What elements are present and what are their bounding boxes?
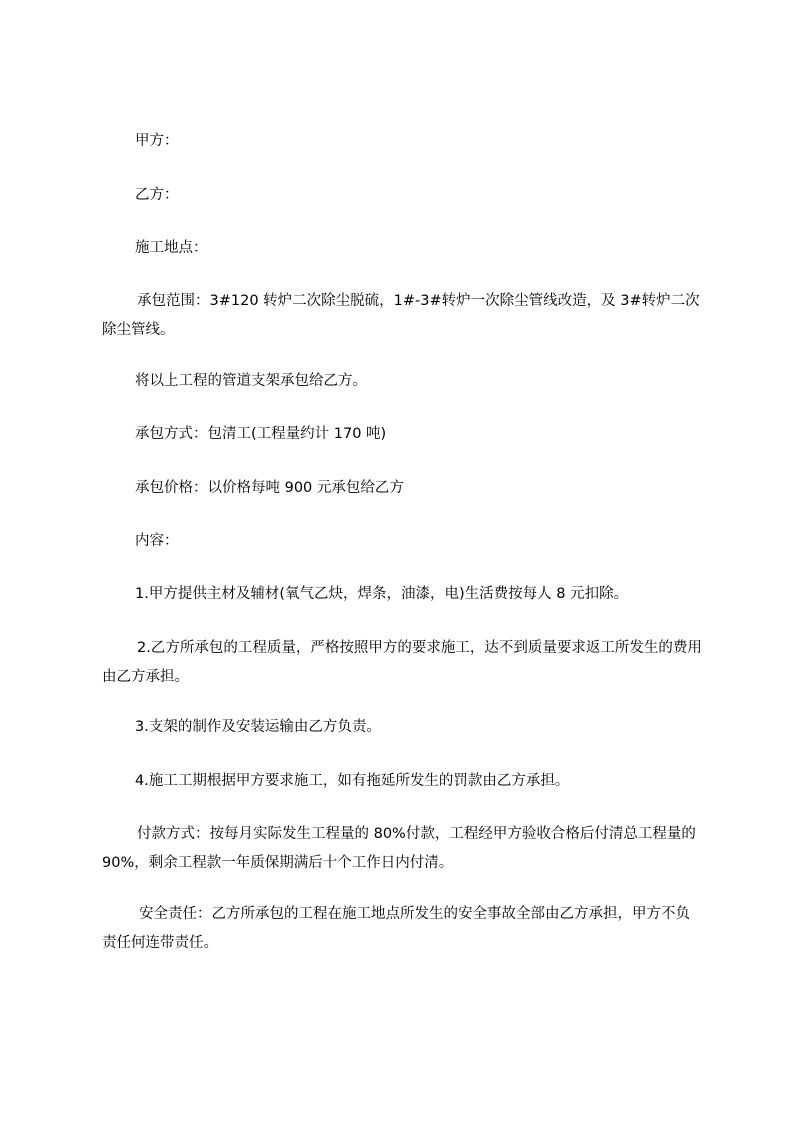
contract-scope-paragraph: 承包范围：3#120 转炉二次除尘脱硫，1#-3#转炉一次除尘管线改造，及 3#转炉二次除尘管线。 — [102, 293, 700, 338]
contract-statement-paragraph: 将以上工程的管道支架承包给乙方。 — [135, 373, 367, 389]
content-item-3: 3.支架的制作及安装运输由乙方负责。 — [135, 719, 381, 735]
content-item-2: 2.乙方所承包的工程质量，严格按照甲方的要求施工，达不到质量要求返工所发生的费用由乙方承担。 — [102, 640, 702, 685]
contract-method-paragraph: 承包方式：包清工(工程量约计 170 吨) — [135, 426, 387, 442]
party-b-label: 乙方： — [135, 187, 179, 203]
party-a-label: 甲方： — [135, 133, 179, 149]
safety-responsibility-paragraph: 安全责任：乙方所承包的工程在施工地点所发生的安全事故全部由乙方承担，甲方不负责任何连带责任。 — [102, 906, 690, 951]
content-heading: 内容： — [135, 533, 179, 549]
payment-method-paragraph: 付款方式：按每月实际发生工程量的 80%付款，工程经甲方验收合格后付清总工程量的 90%，剩余工程款一年质保期满后十个工作日内付清。 — [102, 826, 696, 871]
contract-price-paragraph: 承包价格：以价格每吨 900 元承包给乙方 — [135, 480, 404, 496]
content-item-1: 1.甲方提供主材及辅材(氧气乙炔，焊条，油漆，电)生活费按每人 8 元扣除。 — [135, 586, 629, 602]
construction-site-label: 施工地点： — [135, 240, 208, 256]
content-item-4: 4.施工工期根据甲方要求施工，如有拖延所发生的罚款由乙方承担。 — [135, 773, 570, 789]
